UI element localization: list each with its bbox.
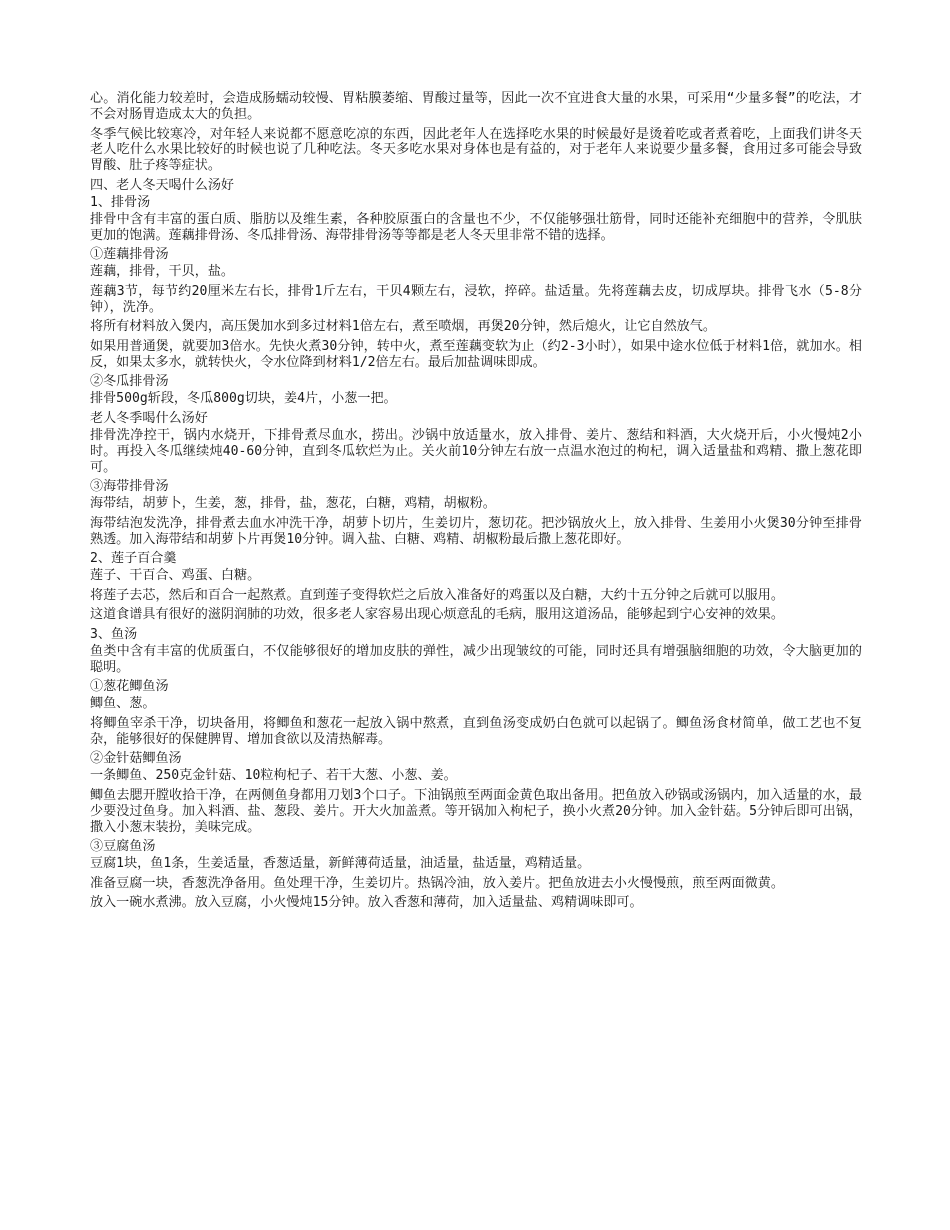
steps-lotus-rib-3: 如果用普通煲，就要加3倍水。先快火煮30分钟，转中火，煮至莲藕变软为止（约2-3小时），如果中途水位低于材料1倍，就加水。相反，如果太多水，就转快火，令水位降到材料1/2倍左右。最后加盐调味即成。 <box>90 338 862 370</box>
paragraph-fruit-digestion: 心。消化能力较差时，会造成肠蠕动较慢、胃粘膜萎缩、胃酸过量等，因此一次不宜进食大量的水果，可采用“少量多餐”的吃法，才不会对肠胃造成太大的负担。 <box>90 91 862 122</box>
recipe-title-tofu-fish: ③豆腐鱼汤 <box>90 839 156 855</box>
steps-tofu-fish-1: 准备豆腐一块，香葱洗净备用。鱼处理干净，生姜切片。热锅冷油，放入姜片。把鱼放进去小火慢慢煎，煎至两面微黄。 <box>90 875 784 891</box>
benefits-lotus-lily: 这道食谱具有很好的滋阴润肺的功效，很多老人家容易出现心烦意乱的毛病，服用这道汤品，能够起到宁心安神的效果。 <box>90 607 784 623</box>
recipe-title-kelp-rib: ③海带排骨汤 <box>90 479 169 495</box>
steps-enoki-carp: 鲫鱼去腮开膛收拾干净，在两侧鱼身都用刀划3个口子。下油锅煎至两面金黄色取出备用。把鱼放入砂锅或汤锅内，加入适量的水，最少要没过鱼身。加入料酒、盐、葱段、姜片。开大火加盖煮。等开锅加入枸杞子，换小火煮20分钟。加入金针菇。5分钟后即可出锅，撒入小葱末装扮，美味完成。 <box>90 787 862 835</box>
ingredients-wintermelon-rib: 排骨500g斩段，冬瓜800g切块，姜4片，小葱一把。 <box>90 391 397 407</box>
ingredients-kelp-rib: 海带结，胡萝卜，生姜，葱，排骨，盐，葱花，白糖，鸡精，胡椒粉。 <box>90 496 496 512</box>
subheading-rib-soup: 1、排骨汤 <box>90 194 151 210</box>
steps-kelp-rib: 海带结泡发洗净，排骨煮去血水冲洗干净，胡萝卜切片，生姜切片，葱切花。把沙锅放火上，放入排骨、生姜用小火煲30分钟至排骨熟透。加入海带结和胡萝卜片再煲10分钟。调入盐、白糖、鸡精、胡椒粉最后撒上葱花即好。 <box>90 515 862 547</box>
paragraph-rib-intro: 排骨中含有丰富的蛋白质、脂肪以及维生素，各种胶原蛋白的含量也不少，不仅能够强壮筋骨，同时还能补充细胞中的营养，令肌肤更加的饱满。莲藕排骨汤、冬瓜排骨汤、海带排骨汤等等都是老人冬天里非常不错的选择。 <box>90 211 862 243</box>
ingredients-enoki-carp: 一条鲫鱼、250克金针菇、10粒枸杞子、若干大葱、小葱、姜。 <box>90 768 457 784</box>
recipe-title-wintermelon-rib: ②冬瓜排骨汤 <box>90 374 169 390</box>
ingredients-tofu-fish: 豆腐1块，鱼1条，生姜适量，香葱适量，新鲜薄荷适量，油适量，盐适量，鸡精适量。 <box>90 856 591 872</box>
section-heading-soups: 四、老人冬天喝什么汤好 <box>90 177 235 193</box>
document-page <box>90 91 862 915</box>
steps-scallion-carp: 将鲫鱼宰杀干净，切块备用，将鲫鱼和葱花一起放入锅中熬煮，直到鱼汤变成奶白色就可以起锅了。鲫鱼汤食材简单，做工艺也不复杂，能够很好的保健脾胃、增加食欲以及清热解毒。 <box>90 715 862 747</box>
subheading-fish-soup: 3、鱼汤 <box>90 626 138 642</box>
subheading-lotus-lily: 2、莲子百合羹 <box>90 551 177 567</box>
recipe-title-enoki-carp: ②金针菇鲫鱼汤 <box>90 751 182 767</box>
recipe-title-lotus-rib: ①莲藕排骨汤 <box>90 247 169 263</box>
ingredients-lotus-lily: 莲子、干百合、鸡蛋、白糖。 <box>90 568 261 584</box>
ingredients-lotus-rib: 莲藕，排骨，干贝，盐。 <box>90 264 235 280</box>
steps-lotus-rib-1: 莲藕3节，每节约20厘米左右长，排骨1斤左右，干贝4颗左右，浸软，捽碎。盐适量。先将莲藕去皮，切成厚块。排骨飞水（5-8分钟），洗净。 <box>90 283 862 315</box>
steps-lotus-rib-2: 将所有材料放入煲内，高压煲加水到多过材料1倍左右，煮至喷烟，再煲20分钟，然后熄火，让它自然放气。 <box>90 319 716 335</box>
steps-tofu-fish-2: 放入一碗水煮沸。放入豆腐，小火慢炖15分钟。放入香葱和薄荷，加入适量盐、鸡精调味即可。 <box>90 895 643 911</box>
recipe-title-scallion-carp: ①葱花鲫鱼汤 <box>90 679 169 695</box>
steps-lotus-lily: 将莲子去芯，然后和百合一起熬煮。直到莲子变得软烂之后放入准备好的鸡蛋以及白糖，大约十五分钟之后就可以服用。 <box>90 587 784 603</box>
ingredients-scallion-carp: 鲫鱼、葱。 <box>90 696 156 712</box>
steps-wintermelon-rib: 排骨洗净控干，锅内水烧开，下排骨煮尽血水，捞出。沙锅中放适量水，放入排骨、姜片、葱结和料酒，大火烧开后，小火慢炖2小时。再投入冬瓜继续炖40-60分钟，直到冬瓜软烂为止。关火前10分钟左右放一点温水泡过的枸杞，调入适量盐和鸡精、撒上葱花即可。 <box>90 427 862 475</box>
subtitle-winter-soups: 老人冬季喝什么汤好 <box>90 410 208 426</box>
paragraph-fish-intro: 鱼类中含有丰富的优质蛋白，不仅能够很好的增加皮肤的弹性，减少出现皱纹的可能，同时还具有增强脑细胞的功效，令大脑更加的聪明。 <box>90 643 862 675</box>
paragraph-winter-fruit: 冬季气候比较寒冷，对年轻人来说都不愿意吃凉的东西，因此老年人在选择吃水果的时候最好是烫着吃或者煮着吃，上面我们讲冬天老人吃什么水果比较好的时候也说了几种吃法。冬天多吃水果对身体也是有益的，对于老年人来说要少量多餐，食用过多可能会导致胃酸、肚子疼等症状。 <box>90 126 862 174</box>
